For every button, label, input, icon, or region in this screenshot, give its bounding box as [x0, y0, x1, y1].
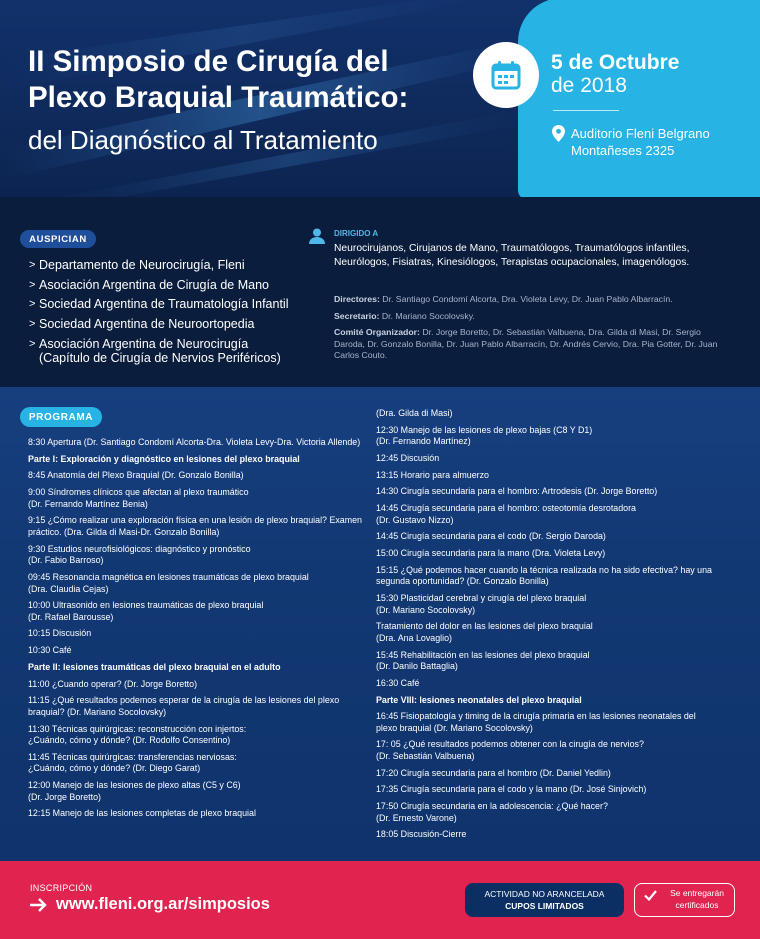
program-item-speaker: (Dr. Fernando Martínez) [376, 436, 471, 447]
program-item-text: 15:15 ¿Qué podemos hacer cuando la técnica realizada no ha sido efectiva? hay una segunda oportunidad? (Dr. Gonzalo Bonilla) [376, 564, 712, 587]
program-item [376, 453, 716, 465]
certificates-line2: certificados [675, 900, 719, 910]
program-item-text: 16:30 Café [376, 677, 420, 688]
program-item-text: 9:30 Estudios neurofisiológicos: diagnóstico y pronóstico [28, 543, 251, 554]
program-item [28, 780, 363, 803]
audience-label: DIRIGIDO A [334, 229, 379, 238]
program-item [376, 768, 716, 780]
program-item-text: 15:30 Plasticidad cerebral y cirugía del plexo braquial [376, 592, 587, 603]
program-item [376, 801, 716, 824]
committee-names: Dr. Jorge Boretto, Dr. Sebastián Valbuena, Dra. Gilda di Masi, Dr. Sergio Daroda, Dr. Gonzalo Bonilla, Dr. Juan Pablo Albarracín, Dr. Andrés Cervio, Dra. Pia Gotter, Dr. Juan Carlos Couto. [334, 327, 718, 360]
program-item-speaker: (Dr. Fernando Martínez Benia) [28, 498, 148, 509]
venue-name: Auditorio Fleni Belgrano [571, 126, 710, 141]
program-item-speaker: (Dr. Ernesto Varone) [376, 812, 457, 823]
secretary-row [334, 311, 729, 323]
program-item [28, 645, 363, 657]
program-item-text: 17:35 Cirugía secundaria para el codo y la mano (Dr. José Sinjovich) [376, 784, 647, 795]
program-item [376, 711, 716, 734]
badge-limited-text: CUPOS LIMITADOS [505, 901, 584, 911]
sponsor-item: > Sociedad Argentina de Traumatología Infantil [29, 295, 288, 315]
program-item-speaker: (Dr. Gustavo Nizzo) [376, 514, 454, 525]
program-item-text: 17:50 Cirugía secundaria en la adolescencia: ¿Qué hacer? [376, 801, 608, 812]
program-item [28, 695, 363, 718]
program-item-text: 14:45 Cirugía secundaria para el hombro: osteotomía desrotadora [376, 503, 636, 514]
program-item-text: 15:45 Rehabilitación en las lesiones del plexo braquial [376, 649, 590, 660]
program-item-text: 13:15 Horario para almuerzo [376, 469, 489, 480]
program-item-text: 8:30 Apertura (Dr. Santiago Condomí Alcorta-Dra. Violeta Levy-Dra. Victoria Allende) [28, 437, 361, 447]
program-item [376, 829, 716, 841]
free-activity-badge [465, 883, 624, 917]
organizers-block [334, 294, 729, 367]
program-item-speaker: (Dr. Fabio Barroso) [28, 555, 104, 566]
date-venue-panel [518, 0, 760, 200]
program-item-text: 17:20 Cirugía secundaria para el hombro (Dr. Daniel Yedlin) [376, 767, 611, 778]
program-item [28, 752, 363, 775]
program-item-text: Parte VIII: lesiones neonatales del plexo braquial [376, 694, 582, 705]
secretary-name: Dr. Mariano Socolovsky. [381, 310, 475, 321]
program-section-heading [28, 454, 363, 466]
program-item-speaker: (Dra. Ana Lovaglio) [376, 632, 452, 643]
program-item-speaker: (Dr. Sebastián Valbuena) [376, 751, 475, 762]
program-item [28, 487, 363, 510]
program-item [376, 678, 716, 690]
program-item-text: (Dra. Gilda di Masi) [376, 408, 453, 418]
program-item-text: 14:30 Cirugía secundaria para el hombro: Artrodesis (Dr. Jorge Boretto) [376, 486, 658, 497]
program-item-text: 09:45 Resonancia magnética en lesiones traumáticas de plexo braquial [28, 571, 309, 582]
program-item-text: 15:00 Cirugía secundaria para la mano (Dra. Violeta Levy) [376, 548, 606, 558]
program-item-text: 11:00 ¿Cuando operar? (Dr. Jorge Boretto) [28, 678, 198, 689]
sponsor-item-line2: (Capítulo de Cirugía de Nervios Periféricos) [39, 351, 281, 365]
badge-free-text: ACTIVIDAD NO ARANCELADA [484, 889, 605, 899]
person-icon [309, 228, 325, 244]
program-item [376, 565, 716, 588]
inscription-label: INSCRIPCIÓN [30, 883, 93, 893]
program-item [376, 784, 716, 796]
program-item [28, 628, 363, 640]
program-item [376, 486, 716, 498]
program-item-text: Parte I: Exploración y diagnóstico en lesiones del plexo braquial [28, 453, 300, 464]
program-item-text: 9:15 ¿Cómo realizar una exploración física en una lesión de plexo braquial? Examen práctico. (Dra. Gilda di Masi-Dr. Gonzalo Bonilla) [28, 515, 362, 537]
program-item-text: 16:45 Fisiopatología y timing de la cirugía primaria en las lesiones neonatales del plexo braquial (Dr. Mariano Socolovsky) [376, 711, 696, 733]
location-pin-icon [552, 125, 565, 142]
program-item-text: 12:30 Manejo de las lesiones de plexo bajas (C8 Y D1) [376, 424, 593, 435]
program-item [376, 739, 716, 762]
title-line-1: II Simposio de Cirugía del [28, 45, 389, 78]
program-item [376, 650, 716, 673]
program-item-text: 9:00 Síndromes clínicos que afectan al plexo traumático [28, 487, 249, 498]
program-item [28, 437, 363, 449]
directors-row [334, 294, 729, 306]
committee-label: Comité Organizador: [334, 327, 420, 337]
title-line-2: Plexo Braquial Traumático: [28, 81, 409, 114]
program-item [28, 544, 363, 567]
program-item [376, 470, 716, 482]
program-item-speaker: (Dr. Mariano Socolovsky) [376, 604, 476, 615]
program-item-speaker: ¿Cuándo, cómo y dónde? (Dr. Diego Garat) [28, 763, 201, 774]
program-item-text: 11:45 Técnicas quirúrgicas: transferencias nerviosas: [28, 751, 237, 762]
program-item [28, 724, 363, 747]
audience-text: Neurocirujanos, Cirujanos de Mano, Traumatólogos, Traumatólogos infantiles, Neurólogos, Fisiatras, Kinesiólogos, Terapistas ocupacionales, imagenólogos. [334, 243, 690, 268]
program-item [28, 600, 363, 623]
program-item [376, 531, 716, 543]
program-item [28, 515, 363, 538]
program-item-speaker: (Dr. Danilo Battaglia) [376, 661, 458, 672]
check-icon [644, 890, 657, 901]
sponsor-item [29, 337, 288, 365]
program-item [28, 470, 363, 482]
sponsor-item-line1: Asociación Argentina de Neurocirugía [39, 337, 249, 351]
sponsor-item: > Sociedad Argentina de Neuroortopedia [29, 315, 288, 335]
program-section-heading [28, 662, 363, 674]
program-section-heading [376, 695, 716, 707]
venue-address: Montañeses 2325 [571, 143, 675, 158]
program-label: PROGRAMA [20, 407, 102, 427]
program-item-text: 11:30 Técnicas quirúrgicas: reconstrucción con injertos: [28, 723, 247, 734]
program-column-left [28, 437, 363, 825]
committee-row [334, 327, 729, 362]
directors-label: Directores: [334, 294, 380, 304]
program-item [28, 572, 363, 595]
program-item-text: 12:15 Manejo de las lesiones completas de plexo braquial [28, 808, 256, 819]
program-item [376, 593, 716, 616]
program-item-text: 8:45 Anatomía del Plexo Braquial (Dr. Gonzalo Bonilla) [28, 470, 244, 481]
program-item-text: Parte II: lesiones traumáticas del plexo braquial en el adulto [28, 661, 281, 672]
program-item-text: 12:00 Manejo de las lesiones de plexo altas (C5 y C6) [28, 780, 241, 791]
program-item-text: Tratamiento del dolor en las lesiones del plexo braquial [376, 621, 593, 632]
calendar-badge [473, 42, 539, 108]
program-item [376, 503, 716, 526]
secretary-label: Secretario: [334, 310, 380, 321]
program-item-text: 11:15 ¿Qué resultados podemos esperar de la cirugía de las lesiones del plexo braquial? (Dr. Mariano Socolovsky) [28, 695, 340, 717]
program-item [28, 679, 363, 691]
directors-names: Dr. Santiago Condomí Alcorta, Dra. Violeta Levy, Dr. Juan Pablo Albarracín. [382, 294, 673, 304]
program-item [376, 621, 716, 644]
program-item-speaker: (Dr. Rafael Barousse) [28, 611, 114, 622]
event-date: 5 de Octubre [551, 51, 680, 74]
program-item-text: 10:00 Ultrasonido en lesiones traumáticas de plexo braquial [28, 600, 264, 611]
program-item-text: 14:45 Cirugía secundaria para el codo (Dr. Sergio Daroda) [376, 531, 606, 542]
program-item-text: 18:05 Discusión-Cierre [376, 829, 467, 840]
program-item [376, 408, 716, 420]
calendar-icon [490, 59, 522, 91]
program-item-speaker: ¿Cuándo, cómo y dónde? (Dr. Rodolfo Consentino) [28, 735, 231, 746]
date-divider [553, 110, 619, 111]
program-item-text: 17: 05 ¿Qué resultados podemos obtener con la cirugía de nervios? [376, 739, 644, 750]
sponsors-list [29, 256, 288, 365]
program-item [376, 425, 716, 448]
program-item-speaker: (Dr. Jorge Boretto) [28, 791, 101, 802]
event-subtitle: del Diagnóstico al Tratamiento [28, 125, 378, 155]
sponsor-item: > Asociación Argentina de Cirugía de Mano [29, 276, 288, 296]
event-year: de 2018 [551, 74, 627, 97]
arrow-right-icon [30, 898, 48, 912]
program-item [376, 548, 716, 560]
program-item-speaker: (Dra. Claudia Cejas) [28, 583, 109, 594]
certificates-line1: Se entregarán [670, 888, 724, 898]
program-item-text: 12:45 Discusión [376, 452, 440, 463]
program-item-text: 10:15 Discusión [28, 628, 92, 639]
certificates-text [662, 887, 732, 911]
program-item-text: 10:30 Café [28, 645, 72, 656]
program-column-right [376, 408, 716, 846]
event-title [28, 44, 408, 116]
sponsors-label: AUSPICIAN [20, 230, 96, 248]
program-item [28, 808, 363, 820]
registration-link[interactable]: www.fleni.org.ar/simposios [56, 895, 270, 913]
sponsor-item: > Departamento de Neurocirugía, Fleni [29, 256, 288, 276]
